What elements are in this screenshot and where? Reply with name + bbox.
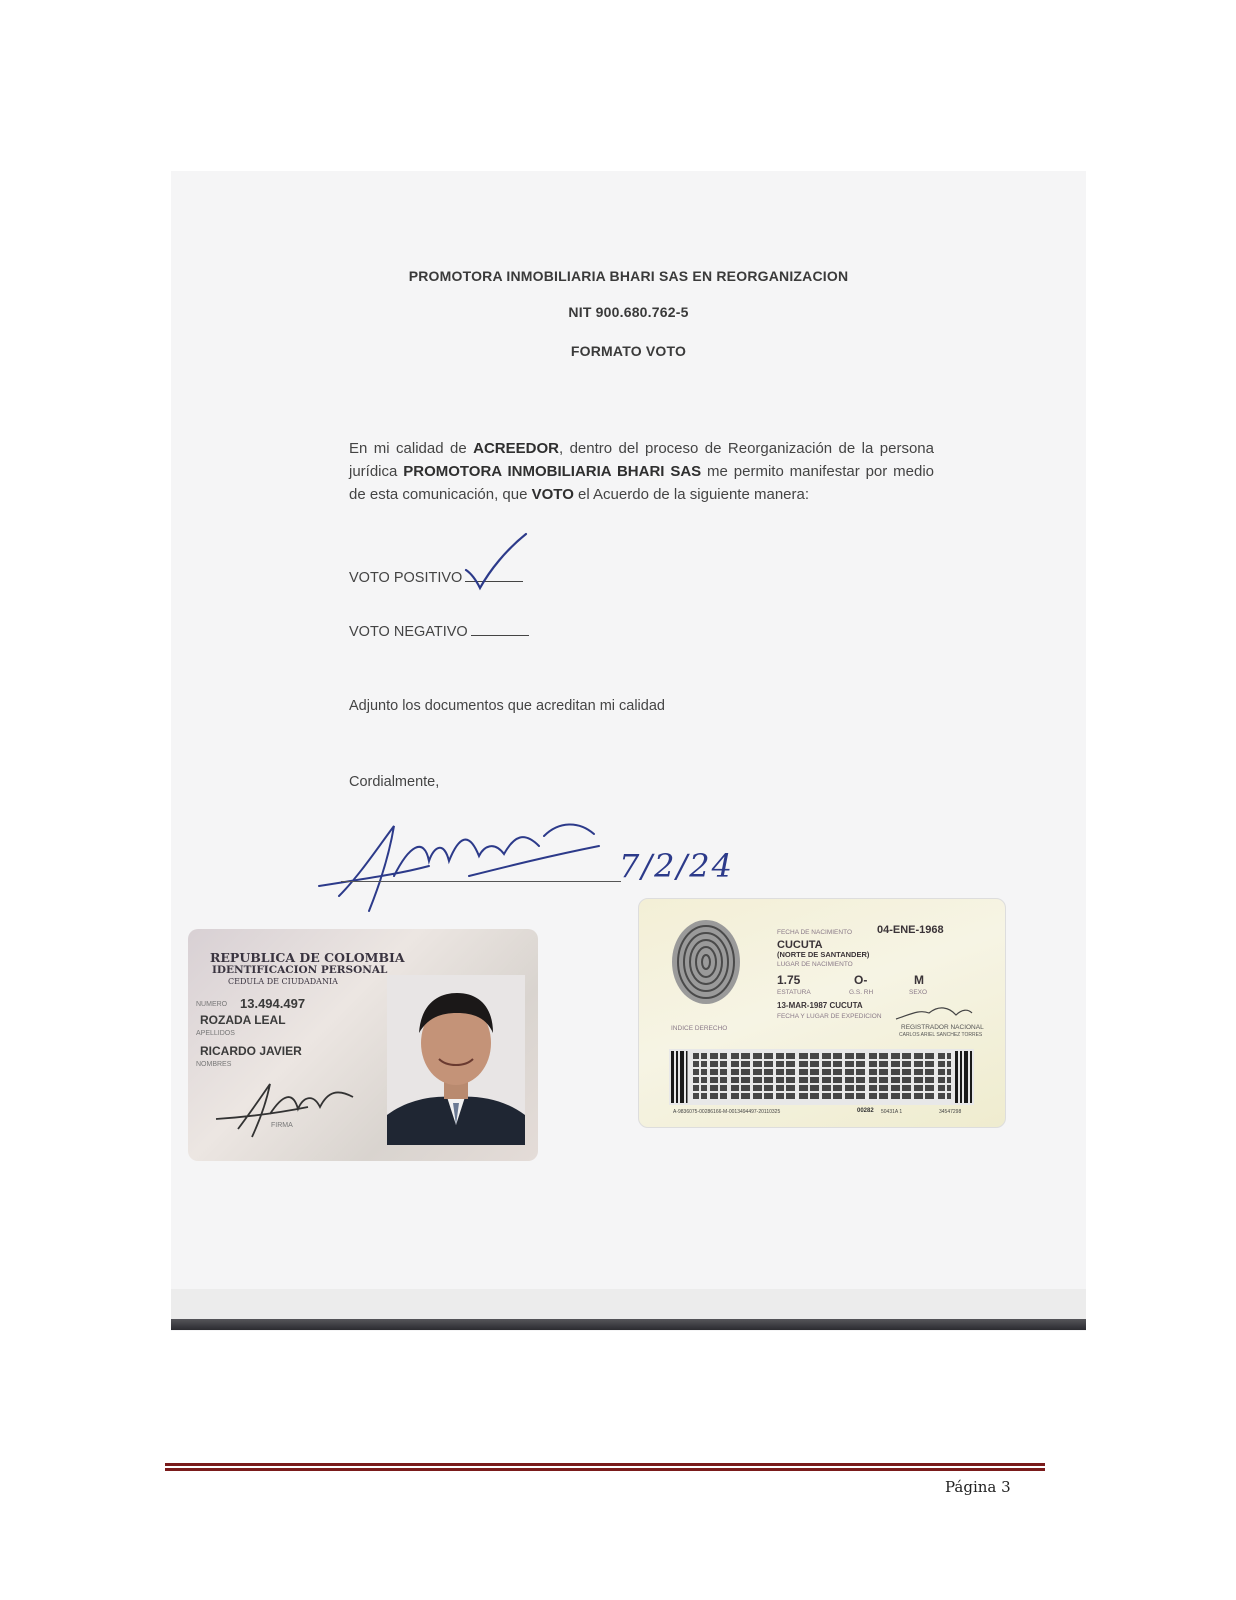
sex: M: [914, 973, 924, 987]
blood-type: O-: [854, 973, 868, 987]
pdf417-barcode: [669, 1049, 974, 1105]
handwritten-signature: [309, 816, 619, 921]
signature-line: [341, 881, 621, 882]
id-surname-label: APELLIDOS: [196, 1030, 235, 1037]
registrar-label: REGISTRADOR NACIONAL: [901, 1024, 984, 1031]
statement-role: ACREEDOR: [473, 440, 559, 457]
statement-vote: VOTO: [531, 486, 574, 503]
code-line-4: 34547298: [939, 1109, 962, 1115]
id-sign-label: FIRMA: [271, 1122, 293, 1129]
id-doc-sub: CEDULA DE CIUDADANIA: [228, 977, 338, 986]
vote-negative-blank: [471, 623, 529, 636]
id-country: REPUBLICA DE COLOMBIA: [210, 950, 405, 965]
id-given-label: NOMBRES: [196, 1061, 232, 1068]
registrar-name: CARLOS ARIEL SANCHEZ TORRES: [899, 1032, 983, 1038]
birthplace-region: (NORTE DE SANTANDER): [777, 950, 870, 959]
code-line-2: 00282: [857, 1108, 874, 1114]
blood-label: G.S. RH: [849, 989, 874, 996]
id-surname: ROZADA LEAL: [200, 1013, 286, 1027]
fingerprint-icon: [669, 917, 743, 1007]
scan-bottom-band: [171, 1289, 1086, 1321]
id-number: 13.494.497: [240, 996, 306, 1011]
statement-part: En mi calidad de: [349, 440, 474, 457]
issue-date-place: 13-MAR-1987 CUCUTA: [777, 1001, 863, 1010]
birthplace-label: LUGAR DE NACIMIENTO: [777, 961, 853, 968]
company-title: PROMOTORA INMOBILIARIA BHARI SAS EN REORGANIZACION: [408, 268, 849, 284]
code-line-3: 50431A 1: [881, 1109, 903, 1115]
code-line-1: A-9836075-00286166-M-0013494497-20110325: [673, 1109, 781, 1115]
dob: 04-ENE-1968: [877, 924, 944, 936]
id-card-back: [638, 898, 1006, 1128]
footer-rule: [165, 1463, 1045, 1471]
vote-positive-label: VOTO POSITIVO: [349, 570, 463, 586]
statement-part: el Acuerdo de la siguiente manera:: [573, 486, 810, 503]
registrar-signature: [894, 1003, 974, 1025]
nit-line: NIT 900.680.762-5: [568, 304, 689, 320]
dob-label: FECHA DE NACIMIENTO: [777, 929, 853, 936]
vote-negative-label: VOTO NEGATIVO: [349, 624, 468, 640]
statement-part: me permito manifestar por medio de esta comunicación, que: [349, 463, 934, 503]
checkmark-icon: [460, 532, 530, 592]
height-label: ESTATURA: [777, 989, 811, 996]
scan-edge: [171, 1319, 1086, 1330]
scanned-document: [171, 171, 1086, 1331]
id-doc-type: IDENTIFICACION PERSONAL: [212, 964, 388, 976]
page-number: Página 3: [945, 1478, 1011, 1496]
statement-company: PROMOTORA INMOBILIARIA BHARI SAS: [403, 463, 702, 480]
attachment-note: Adjunto los documentos que acreditan mi calidad: [349, 698, 665, 714]
id-card-front: [188, 929, 538, 1161]
id-signature: [208, 1079, 358, 1139]
id-number-label: NUMERO: [196, 1001, 228, 1008]
form-title: FORMATO VOTO: [570, 343, 687, 359]
birthplace: CUCUTA: [777, 939, 823, 951]
closing: Cordialmente,: [349, 774, 440, 790]
signature-date: 7/2/24: [619, 847, 734, 885]
height: 1.75: [777, 973, 801, 987]
id-photo: [387, 975, 525, 1145]
vote-statement: [349, 437, 934, 506]
finger-label: INDICE DERECHO: [671, 1025, 728, 1032]
sex-label: SEXO: [909, 989, 928, 996]
statement-part: , dentro del proceso de Reorganización de la persona jurídica: [349, 440, 934, 480]
issue-label: FECHA Y LUGAR DE EXPEDICION: [777, 1013, 882, 1020]
vote-negative-line: [349, 623, 529, 640]
id-given-names: RICARDO JAVIER: [200, 1044, 302, 1058]
